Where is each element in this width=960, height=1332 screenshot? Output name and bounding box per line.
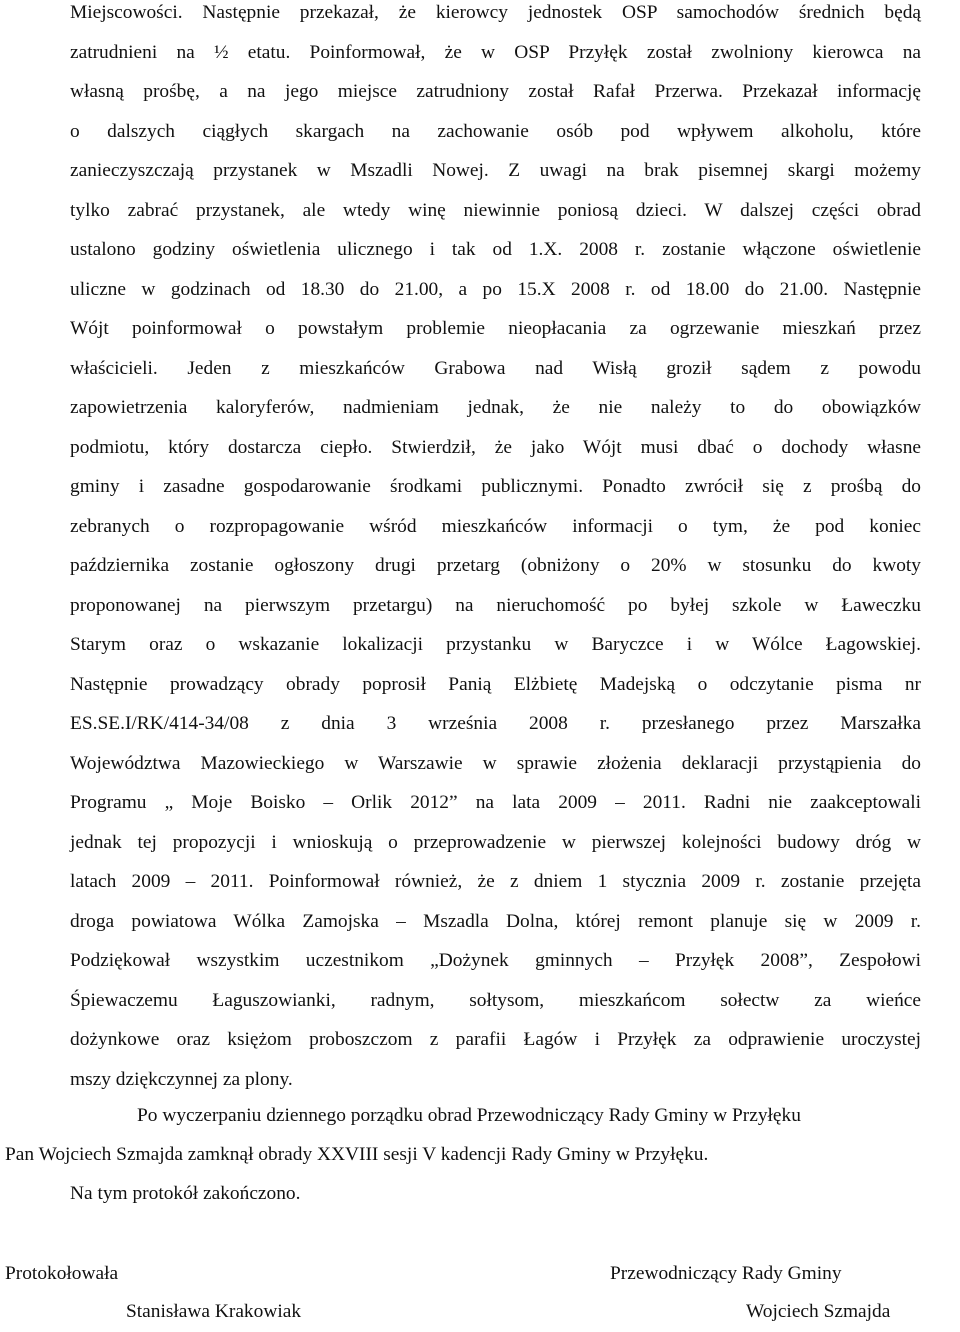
paragraph-line: ustalono godziny oświetlenia ulicznego i tak od 1.X. 2008 r. zostanie włączone oświetlenie: [70, 239, 921, 260]
signature-right-role: Przewodniczący Rady Gminy: [610, 1263, 842, 1284]
paragraph-line: Podziękował wszystkim uczestnikom „Dożynek gminnych – Przyłęk 2008”, Zespołowi: [70, 950, 921, 971]
paragraph-line: droga powiatowa Wólka Zamojska – Mszadla Dolna, której remont planuje się w 2009 r.: [70, 910, 921, 932]
paragraph-line: zatrudnieni na ½ etatu. Poinformował, że w OSP Przyłęk został zwolniony kierowca na: [70, 41, 921, 63]
paragraph-line: Następnie prowadzący obrady poprosił Panią Elżbietę Madejską o odczytanie pisma nr: [70, 673, 921, 695]
paragraph-line: proponowanej na pierwszym przetargu) na nieruchomość po byłej szkole w Ławeczku: [70, 594, 921, 616]
signature-right-name: Wojciech Szmajda: [746, 1301, 891, 1322]
signature-left-name: Stanisława Krakowiak: [126, 1301, 302, 1322]
paragraph-line: Województwa Mazowieckiego w Warszawie w sprawie złożenia deklaracji przystąpienia do: [70, 752, 921, 774]
paragraph-line: latach 2009 – 2011. Poinformował również, że z dniem 1 stycznia 2009 r. zostanie przejęta: [70, 871, 921, 892]
paragraph-line: ES.SE.I/RK/414-34/08 z dnia 3 września 2008 r. przesłanego przez Marszałka: [70, 713, 921, 734]
paragraph-line: Śpiewaczemu Łaguszowianki, radnym, sołtysom, mieszkańcom sołectw za wieńce: [70, 989, 921, 1011]
paragraph-line: właścicieli. Jeden z mieszkańców Grabowa nad Wisłą groził sądem z powodu: [70, 357, 921, 379]
paragraph-line: podmiotu, który dostarcza ciepło. Stwierdził, że jako Wójt musi dbać o dochody własne: [70, 436, 921, 458]
body-paragraph: [70, 0, 921, 1099]
paragraph-line: tylko zabrać przystanek, ale wtedy winę niewinnie poniosą dzieci. W dalszej części obrad: [70, 199, 921, 221]
paragraph-line: jednak tej propozycji i wnioskują o przeprowadzenie w pierwszej kolejności budowy dróg w: [70, 831, 921, 853]
closing-line-3: Na tym protokół zakończono.: [70, 1183, 301, 1204]
paragraph-line: Miejscowości. Następnie przekazał, że kierowcy jednostek OSP samochodów średnich będą: [70, 2, 921, 23]
paragraph-line: mszy dziękczynnej za plony.: [70, 1068, 293, 1090]
paragraph-line: zanieczyszczają przystanek w Mszadli Nowej. Z uwagi na brak pisemnej skargi możemy: [70, 160, 921, 181]
signature-left-role: Protokołowała: [5, 1263, 119, 1284]
paragraph-line: o dalszych ciągłych skargach na zachowanie osób pod wpływem alkoholu, które: [70, 120, 921, 142]
paragraph-line: Wójt poinformował o powstałym problemie nieopłacania za ogrzewanie mieszkań przez: [70, 318, 921, 339]
paragraph-line: Starym oraz o wskazanie lokalizacji przystanku w Baryczce i w Wólce Łagowskiej.: [70, 634, 921, 655]
paragraph-line: zapowietrzenia kaloryferów, nadmieniam jednak, że nie należy to do obowiązków: [70, 397, 921, 418]
paragraph-line: Programu „ Moje Boisko – Orlik 2012” na lata 2009 – 2011. Radni nie zaakceptowali: [70, 792, 921, 813]
closing-line-2: Pan Wojciech Szmajda zamknął obrady XXVIII sesji V kadencji Rady Gminy w Przyłęku.: [5, 1144, 709, 1165]
paragraph-line: października zostanie ogłoszony drugi przetarg (obniżony o 20% w stosunku do kwoty: [70, 555, 921, 576]
paragraph-line: gminy i zasadne gospodarowanie środkami publicznymi. Ponadto zwrócił się z prośbą do: [70, 476, 921, 497]
paragraph-line: uliczne w godzinach od 18.30 do 21.00, a po 15.X 2008 r. od 18.00 do 21.00. Następnie: [70, 278, 921, 300]
paragraph-line: zebranych o rozpropagowanie wśród mieszkańców informacji o tym, że pod koniec: [70, 515, 921, 537]
paragraph-line: własną prośbę, a na jego miejsce zatrudniony został Rafał Przerwa. Przekazał informację: [70, 81, 921, 102]
paragraph-line: dożynkowe oraz księżom proboszczom z parafii Łagów i Przyłęk za odprawienie uroczystej: [70, 1029, 921, 1050]
closing-line-1: Po wyczerpaniu dziennego porządku obrad Przewodniczący Rady Gminy w Przyłęku: [137, 1105, 801, 1126]
